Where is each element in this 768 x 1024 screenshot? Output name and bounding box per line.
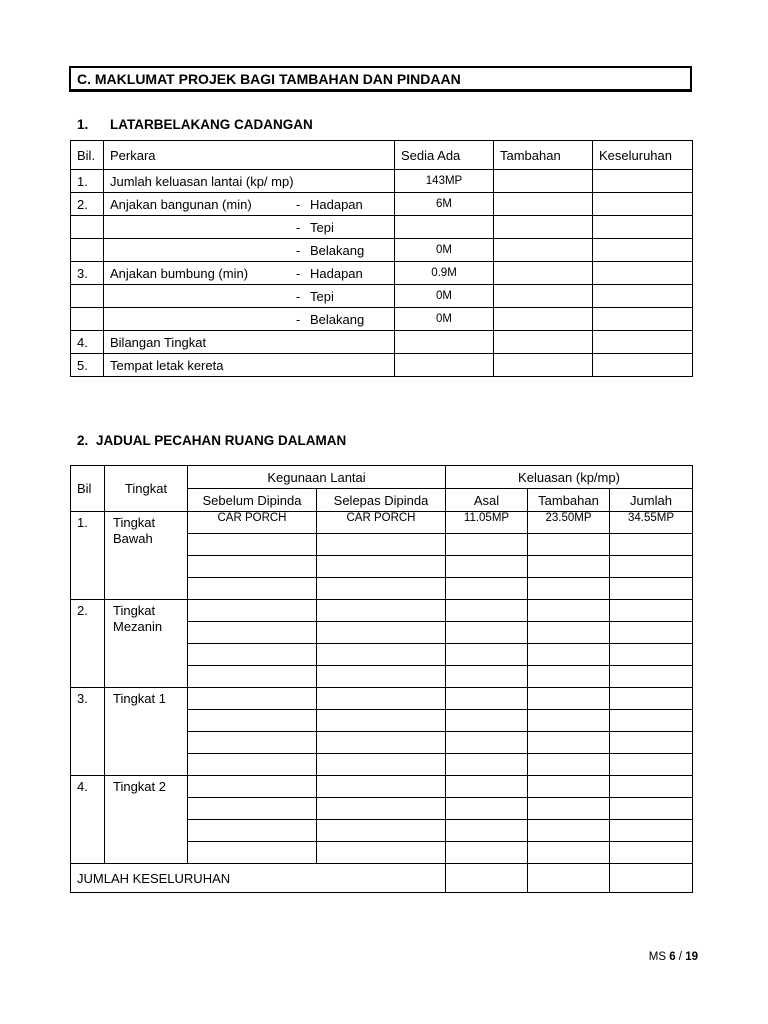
perkara-text: Tempat letak kereta [110, 357, 224, 373]
empty-cell[interactable] [188, 754, 317, 776]
empty-cell[interactable] [446, 578, 528, 600]
row-sedia-ada [395, 216, 494, 239]
empty-cell[interactable] [446, 622, 528, 644]
sub-label: Tepi [310, 288, 334, 304]
empty-cell[interactable] [528, 622, 610, 644]
row-keseluruhan[interactable] [593, 262, 693, 285]
row-tambahan[interactable] [494, 331, 593, 354]
empty-cell[interactable] [317, 666, 446, 688]
empty-cell[interactable] [317, 732, 446, 754]
total-jumlah[interactable] [610, 864, 693, 893]
row-sedia-ada: 6M [395, 193, 494, 216]
row-tambahan[interactable] [494, 308, 593, 331]
cell-sebelum[interactable]: CAR PORCH [188, 512, 317, 534]
header-asal: Asal [446, 489, 528, 512]
cell-jumlah[interactable] [610, 600, 693, 622]
row-keseluruhan[interactable] [593, 285, 693, 308]
dash-mark: - [296, 196, 301, 212]
empty-cell[interactable] [446, 644, 528, 666]
perkara-text: Bilangan Tingkat [110, 334, 207, 350]
row-perkara [104, 216, 395, 239]
table-header-row [71, 141, 693, 170]
table-row [71, 512, 693, 534]
row-tambahan[interactable] [494, 285, 593, 308]
row-bil [71, 216, 104, 239]
part1-title: LATARBELAKANG CADANGAN [110, 117, 313, 132]
part1-number: 1. [77, 117, 89, 132]
row-sedia-ada: 143MP [395, 170, 494, 193]
dash-mark: - [296, 219, 301, 235]
group-tingkat: Tingkat Mezanin [105, 600, 188, 688]
header-sedia-ada: Sedia Ada [395, 141, 494, 170]
perkara-text: Jumlah keluasan lantai (kp/ mp) [110, 173, 294, 189]
perkara-text: Anjakan bumbung (min) [110, 265, 249, 281]
empty-cell[interactable] [188, 556, 317, 578]
empty-cell[interactable] [188, 710, 317, 732]
header-sebelum-dipinda: Sebelum Dipinda [188, 489, 317, 512]
header-tingkat: Tingkat [105, 466, 188, 512]
cell-jumlah[interactable] [610, 688, 693, 710]
empty-cell[interactable] [188, 666, 317, 688]
empty-cell[interactable] [188, 622, 317, 644]
empty-cell[interactable] [610, 754, 693, 776]
row-bil [71, 285, 104, 308]
row-tambahan[interactable] [494, 354, 593, 377]
empty-cell[interactable] [528, 732, 610, 754]
latarbelakang-table [70, 140, 693, 377]
header-bil: Bil. [71, 141, 104, 170]
table-row [71, 193, 693, 216]
table-row [71, 239, 693, 262]
table-row [71, 170, 693, 193]
row-keseluruhan[interactable] [593, 308, 693, 331]
empty-cell[interactable] [528, 578, 610, 600]
empty-cell[interactable] [610, 534, 693, 556]
row-perkara [104, 285, 395, 308]
empty-cell[interactable] [317, 556, 446, 578]
empty-cell[interactable] [317, 578, 446, 600]
empty-cell[interactable] [446, 820, 528, 842]
row-tambahan[interactable] [494, 239, 593, 262]
row-keseluruhan[interactable] [593, 354, 693, 377]
header-selepas-dipinda: Selepas Dipinda [317, 489, 446, 512]
current-page: 6 [669, 951, 676, 963]
group-bil: 3. [71, 688, 105, 776]
empty-cell[interactable] [528, 556, 610, 578]
cell-tambahan[interactable] [528, 688, 610, 710]
row-perkara [104, 239, 395, 262]
empty-cell[interactable] [446, 556, 528, 578]
table-row [71, 285, 693, 308]
cell-selepas[interactable]: CAR PORCH [317, 512, 446, 534]
sub-label: Hadapan [310, 265, 363, 281]
empty-cell[interactable] [446, 710, 528, 732]
empty-cell[interactable] [528, 842, 610, 864]
row-sedia-ada: 0M [395, 239, 494, 262]
row-tambahan[interactable] [494, 170, 593, 193]
cell-tambahan[interactable]: 23.50MP [528, 512, 610, 534]
cell-asal[interactable]: 11.05MP [446, 512, 528, 534]
total-tambahan[interactable] [528, 864, 610, 893]
part2-title: JADUAL PECAHAN RUANG DALAMAN [96, 433, 347, 448]
empty-cell[interactable] [188, 732, 317, 754]
empty-cell[interactable] [610, 578, 693, 600]
dash-mark: - [296, 242, 301, 258]
empty-cell[interactable] [528, 666, 610, 688]
cell-sebelum[interactable] [188, 600, 317, 622]
table-row [71, 354, 693, 377]
cell-selepas[interactable] [317, 776, 446, 798]
empty-cell[interactable] [528, 710, 610, 732]
sub-label: Hadapan [310, 196, 363, 212]
cell-selepas[interactable] [317, 688, 446, 710]
row-perkara [104, 331, 395, 354]
empty-cell[interactable] [188, 798, 317, 820]
total-pages: 19 [685, 951, 698, 963]
row-keseluruhan[interactable] [593, 216, 693, 239]
group-tingkat: Tingkat Bawah [105, 512, 188, 600]
empty-cell[interactable] [446, 534, 528, 556]
row-keseluruhan[interactable] [593, 170, 693, 193]
row-perkara [104, 262, 395, 285]
empty-cell[interactable] [610, 820, 693, 842]
empty-cell[interactable] [317, 534, 446, 556]
row-perkara [104, 308, 395, 331]
empty-cell[interactable] [610, 732, 693, 754]
row-keseluruhan[interactable] [593, 331, 693, 354]
cell-jumlah[interactable] [610, 776, 693, 798]
table-row [71, 262, 693, 285]
header-perkara: Perkara [104, 141, 395, 170]
empty-cell[interactable] [610, 666, 693, 688]
page-prefix: MS [648, 951, 670, 963]
table-row [71, 600, 693, 622]
empty-cell[interactable] [528, 644, 610, 666]
empty-cell[interactable] [446, 666, 528, 688]
cell-tambahan[interactable] [528, 600, 610, 622]
group-bil: 4. [71, 776, 105, 864]
cell-asal[interactable] [446, 600, 528, 622]
empty-cell[interactable] [528, 534, 610, 556]
row-perkara [104, 193, 395, 216]
cell-sebelum[interactable] [188, 776, 317, 798]
row-bil: 1. [71, 170, 104, 193]
row-sedia-ada: 0M [395, 308, 494, 331]
header-jumlah: Jumlah [610, 489, 693, 512]
cell-asal[interactable] [446, 776, 528, 798]
header-kegunaan-lantai: Kegunaan Lantai [188, 466, 446, 489]
empty-cell[interactable] [610, 556, 693, 578]
empty-cell[interactable] [446, 754, 528, 776]
group-bil: 1. [71, 512, 105, 600]
part2-number: 2. [77, 433, 89, 448]
empty-cell[interactable] [188, 644, 317, 666]
cell-jumlah[interactable]: 34.55MP [610, 512, 693, 534]
empty-cell[interactable] [317, 820, 446, 842]
header-keseluruhan: Keseluruhan [593, 141, 693, 170]
header-tambahan: Tambahan [528, 489, 610, 512]
row-tambahan[interactable] [494, 216, 593, 239]
header-tambahan: Tambahan [494, 141, 593, 170]
row-sedia-ada[interactable] [395, 331, 494, 354]
row-sedia-ada[interactable] [395, 354, 494, 377]
total-asal[interactable] [446, 864, 528, 893]
row-bil: 4. [71, 331, 104, 354]
row-bil: 5. [71, 354, 104, 377]
empty-cell[interactable] [528, 820, 610, 842]
dash-mark: - [296, 288, 301, 304]
empty-cell[interactable] [317, 754, 446, 776]
row-perkara [104, 354, 395, 377]
sub-label: Belakang [310, 311, 365, 327]
pecahan-ruang-table [70, 465, 693, 893]
perkara-text: Anjakan bangunan (min) [110, 196, 252, 212]
page-number [649, 951, 698, 963]
sub-label: Tepi [310, 219, 334, 235]
cell-sebelum[interactable] [188, 688, 317, 710]
empty-cell[interactable] [610, 842, 693, 864]
page-separator: / [675, 951, 686, 963]
row-perkara [104, 170, 395, 193]
table-row [71, 688, 693, 710]
sub-label: Belakang [310, 242, 365, 258]
table-row [71, 308, 693, 331]
empty-cell[interactable] [188, 534, 317, 556]
empty-cell[interactable] [317, 710, 446, 732]
cell-asal[interactable] [446, 688, 528, 710]
header-keluasan: Keluasan (kp/mp) [446, 466, 693, 489]
empty-cell[interactable] [610, 644, 693, 666]
row-keseluruhan[interactable] [593, 239, 693, 262]
row-tambahan[interactable] [494, 193, 593, 216]
empty-cell[interactable] [446, 732, 528, 754]
row-bil [71, 308, 104, 331]
row-tambahan[interactable] [494, 262, 593, 285]
empty-cell[interactable] [528, 798, 610, 820]
row-bil [71, 239, 104, 262]
empty-cell[interactable] [317, 798, 446, 820]
dash-mark: - [296, 265, 301, 281]
row-sedia-ada: 0M [395, 285, 494, 308]
group-bil: 2. [71, 600, 105, 688]
empty-cell[interactable] [610, 622, 693, 644]
empty-cell[interactable] [446, 842, 528, 864]
empty-cell[interactable] [317, 842, 446, 864]
empty-cell[interactable] [610, 710, 693, 732]
header-bil: Bil [71, 466, 105, 512]
total-row [71, 864, 693, 893]
empty-cell[interactable] [188, 578, 317, 600]
empty-cell[interactable] [317, 622, 446, 644]
empty-cell[interactable] [188, 842, 317, 864]
empty-cell[interactable] [610, 798, 693, 820]
table-row [71, 216, 693, 239]
row-sedia-ada: 0.9M [395, 262, 494, 285]
cell-selepas[interactable] [317, 600, 446, 622]
table-row [71, 331, 693, 354]
table-header-row [71, 466, 693, 489]
table-row [71, 776, 693, 798]
dash-mark: - [296, 311, 301, 327]
empty-cell[interactable] [317, 644, 446, 666]
total-label: JUMLAH KESELURUHAN [71, 864, 446, 893]
empty-cell[interactable] [528, 754, 610, 776]
row-bil: 3. [71, 262, 104, 285]
row-bil: 2. [71, 193, 104, 216]
empty-cell[interactable] [188, 820, 317, 842]
empty-cell[interactable] [446, 798, 528, 820]
row-keseluruhan[interactable] [593, 193, 693, 216]
group-tingkat: Tingkat 2 [105, 776, 188, 864]
group-tingkat: Tingkat 1 [105, 688, 188, 776]
cell-tambahan[interactable] [528, 776, 610, 798]
section-title: C. MAKLUMAT PROJEK BAGI TAMBAHAN DAN PINDAAN [69, 66, 692, 92]
